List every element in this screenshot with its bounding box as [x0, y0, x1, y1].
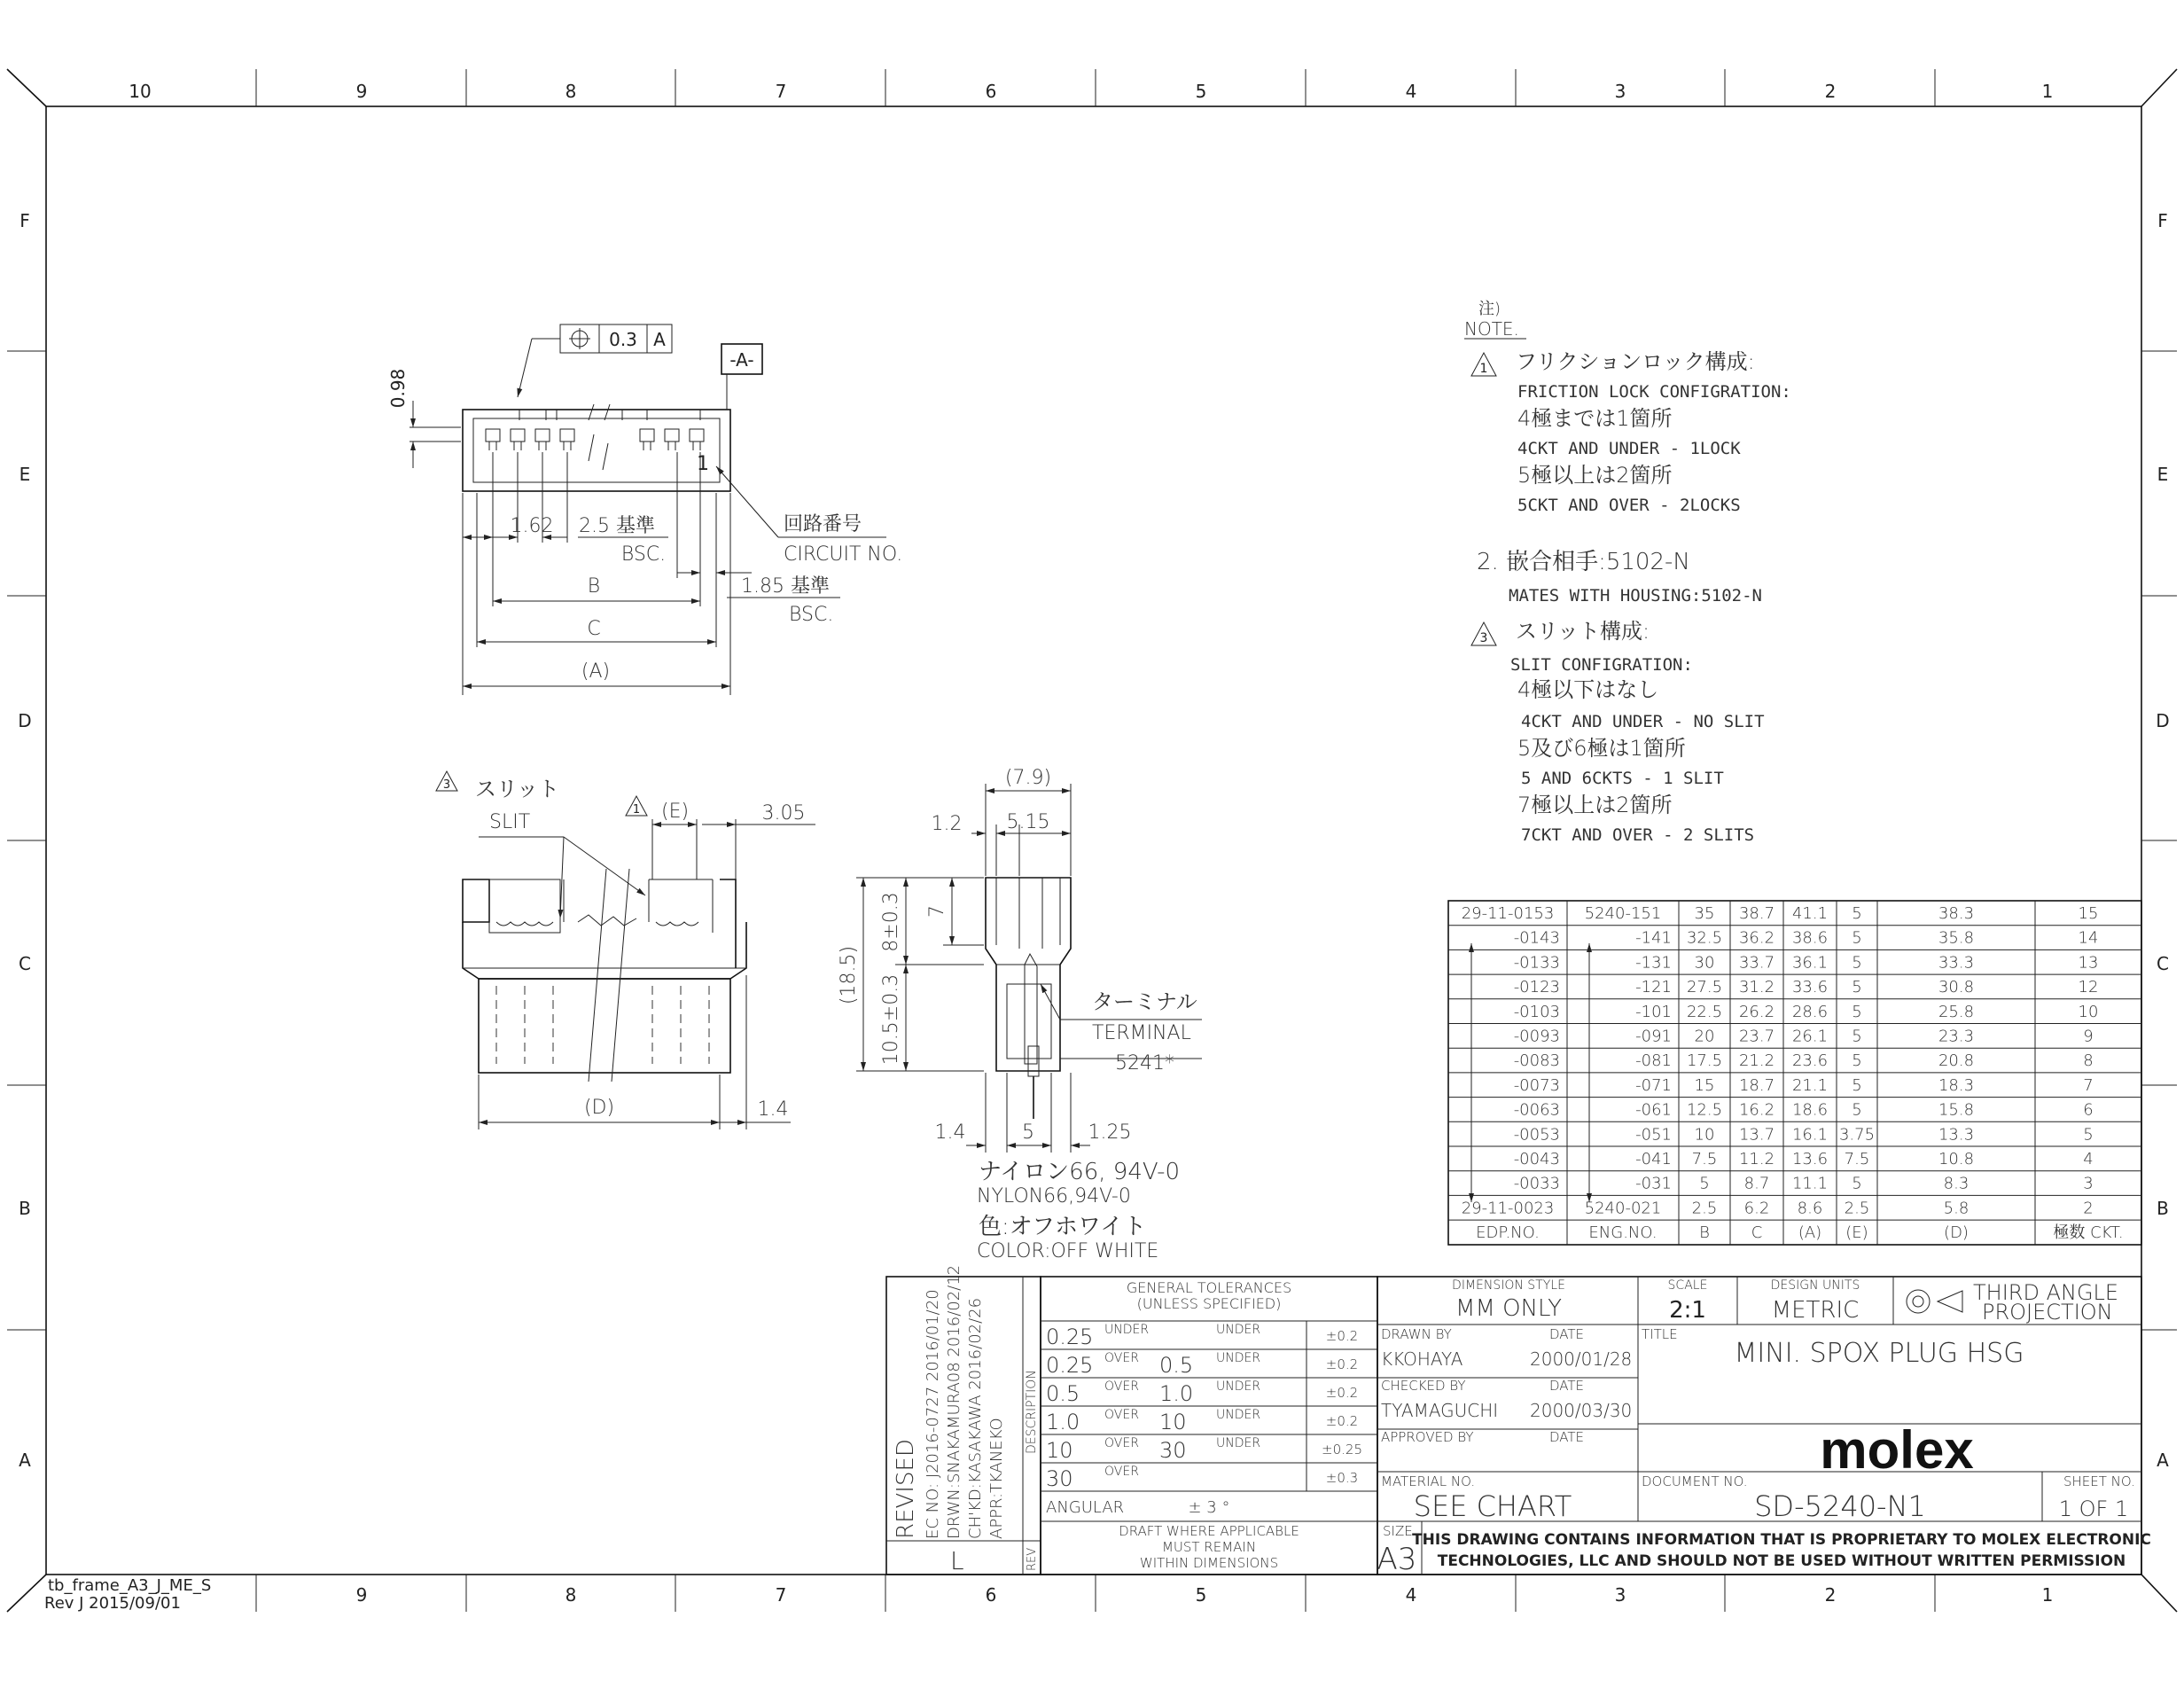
dim-1-62: 1.62 — [510, 515, 554, 537]
table-cell: 26.2 — [1738, 1002, 1775, 1021]
table-cell: 10.8 — [1938, 1150, 1975, 1168]
table-cell: 36.1 — [1791, 953, 1829, 973]
table-header: (E) — [1845, 1223, 1868, 1243]
row-label: B — [2157, 1198, 2169, 1219]
description-label: DESCRIPTION — [1025, 1370, 1039, 1454]
color-en: COLOR:OFF WHITE — [977, 1240, 1159, 1262]
note-header-jp: 注) — [1478, 300, 1502, 318]
table-cell: 38.6 — [1791, 928, 1829, 948]
row-label: F — [20, 210, 30, 231]
note-2-jp: 2. 嵌合相手:5102-N — [1477, 549, 1690, 575]
dim-d: (D) — [583, 1097, 615, 1119]
table-cell: 26.1 — [1791, 1027, 1829, 1046]
dim-1-4-front: 1.4 — [757, 1098, 789, 1121]
table-cell: 25.8 — [1938, 1002, 1975, 1021]
table-cell: -0133 — [1513, 953, 1560, 973]
material-no: SEE CHART — [1413, 1489, 1572, 1523]
table-cell: -0123 — [1513, 978, 1560, 997]
note-3-en: SLIT CONFIGRATION: — [1510, 655, 1693, 675]
note-1b-en: 5CKT AND OVER - 2LOCKS — [1517, 496, 1741, 515]
dim-2-5: 2.5 基準 — [579, 515, 655, 537]
column-label: 9 — [355, 1584, 368, 1606]
table-cell: 2.5 — [1844, 1199, 1870, 1218]
tolerance-op: UNDER — [1216, 1436, 1261, 1450]
table-cell: 28.6 — [1791, 1002, 1829, 1021]
table-cell: 3 — [2083, 1174, 2094, 1193]
table-cell: 7.5 — [1691, 1150, 1718, 1168]
sheet-no: 1 OF 1 — [2058, 1497, 2129, 1521]
scale-value: 2:1 — [1669, 1297, 1706, 1324]
tolerance-op: UNDER — [1216, 1351, 1261, 1365]
table-cell: 5 — [1852, 1100, 1862, 1120]
column-label: 2 — [1824, 1584, 1837, 1606]
table-cell: 10 — [2078, 1002, 2099, 1021]
table-cell: 17.5 — [1686, 1051, 1723, 1071]
table-cell: 14 — [2078, 928, 2099, 948]
table-cell: 8.3 — [1943, 1174, 1970, 1193]
table-cell: 8 — [2083, 1051, 2094, 1071]
table-cell: 18.6 — [1791, 1100, 1829, 1120]
top-view — [387, 324, 902, 695]
dim-5: 5 — [1022, 1121, 1034, 1144]
proprietary-note: THIS DRAWING CONTAINS INFORMATION THAT IS PROPRIETARY TO MOLEX ELECTRONIC — [1412, 1531, 2151, 1549]
terminal-en: TERMINAL — [1092, 1022, 1191, 1044]
table-cell: 5 — [1852, 904, 1862, 923]
proprietary-note: TECHNOLOGIES, LLC AND SHOULD NOT BE USED WITHOUT WRITTEN PERMISSION — [1437, 1552, 2126, 1570]
table-cell: 23.3 — [1938, 1027, 1975, 1046]
tolerance-op: UNDER — [1216, 1379, 1261, 1394]
tolerances-subtitle: (UNLESS SPECIFIED) — [1136, 1295, 1282, 1312]
third-angle-projection-icon — [1907, 1290, 1962, 1313]
table-cell: 16.2 — [1738, 1100, 1775, 1120]
contact-cavities — [486, 429, 704, 450]
date-label: DATE — [1549, 1326, 1585, 1342]
dim-10-5: 10.5±0.3 — [880, 973, 902, 1066]
column-label: 5 — [1195, 81, 1207, 102]
table-header: B — [1699, 1223, 1710, 1243]
tolerance-op: OVER — [1104, 1465, 1139, 1479]
note-3c-jp: 7極以上は2箇所 — [1517, 793, 1673, 817]
note-header-en: NOTE. — [1464, 318, 1519, 340]
front-view — [436, 771, 815, 1129]
table-cell: 5 — [1852, 953, 1862, 973]
table-cell: 5240-021 — [1584, 1199, 1662, 1218]
tolerance-op: UNDER — [1216, 1323, 1261, 1337]
note-1a-jp: 4極までは1箇所 — [1517, 406, 1673, 431]
tolerance-op: UNDER — [1216, 1408, 1261, 1422]
table-cell: 13.6 — [1791, 1150, 1829, 1168]
table-cell: 3.75 — [1838, 1125, 1876, 1145]
table-cell: 5 — [1852, 978, 1862, 997]
table-cell: 5 — [1852, 1027, 1862, 1046]
table-cell: 23.6 — [1791, 1051, 1829, 1071]
table-cell: 8.6 — [1797, 1199, 1823, 1218]
terminal-number: 5241* — [1115, 1052, 1174, 1075]
tolerance-from: 1.0 — [1046, 1410, 1080, 1434]
column-label: 8 — [565, 1584, 577, 1606]
size-label: SIZE — [1383, 1523, 1413, 1539]
row-label: A — [2157, 1450, 2169, 1471]
table-cell: -081 — [1635, 1051, 1672, 1071]
table-cell: 2 — [2083, 1199, 2094, 1218]
draft-note: MUST REMAIN — [1161, 1539, 1257, 1555]
frame-id: tb_frame_A3_J_ME_S — [48, 1576, 212, 1595]
table-cell: -121 — [1635, 978, 1672, 997]
dim-a: (A) — [581, 660, 611, 683]
table-cell: 11.1 — [1791, 1174, 1829, 1193]
material-no-label: MATERIAL NO. — [1381, 1473, 1476, 1489]
table-cell: -0063 — [1513, 1100, 1560, 1120]
note-3b-en: 5 AND 6CKTS - 1 SLIT — [1521, 769, 1724, 788]
tolerance-block — [1041, 1277, 1377, 1575]
tolerance-op: OVER — [1104, 1408, 1139, 1422]
tolerance-from: 0.5 — [1046, 1381, 1080, 1406]
tolerance-to: 1.0 — [1159, 1381, 1194, 1406]
table-cell: 15 — [1694, 1075, 1715, 1095]
row-label: A — [19, 1450, 31, 1471]
sheet-size: A3 — [1377, 1542, 1417, 1577]
table-cell: 36.2 — [1738, 928, 1775, 948]
table-cell: 11.2 — [1738, 1150, 1775, 1168]
note-3c-en: 7CKT AND OVER - 2 SLITS — [1521, 825, 1755, 845]
tolerance-value: ±0.3 — [1325, 1470, 1359, 1486]
table-cell: 7.5 — [1844, 1150, 1870, 1168]
dimension-chart-table — [1448, 901, 2141, 1245]
tolerance-to: 0.5 — [1159, 1353, 1194, 1378]
table-cell: 38.7 — [1738, 904, 1775, 923]
row-label: E — [2157, 464, 2169, 485]
side-view — [838, 767, 1202, 1262]
table-cell: 13.3 — [1938, 1125, 1975, 1145]
document-no: SD-5240-N1 — [1754, 1489, 1926, 1523]
column-label: 4 — [1405, 1584, 1417, 1606]
column-label: 7 — [775, 81, 787, 102]
column-label: 6 — [985, 1584, 997, 1606]
note-3b-jp: 5及び6極は1箇所 — [1517, 736, 1686, 761]
column-label: 10 — [129, 81, 152, 102]
note-1a-en: 4CKT AND UNDER - 1LOCK — [1517, 439, 1741, 458]
note-2-en: MATES WITH HOUSING:5102-N — [1509, 586, 1762, 606]
notes — [1464, 300, 1791, 845]
tolerance-from: 0.25 — [1046, 1325, 1094, 1349]
table-cell: 5 — [1852, 1075, 1862, 1095]
table-cell: 35 — [1694, 904, 1715, 923]
projection-line-2: PROJECTION — [1982, 1300, 2113, 1325]
table-header: (D) — [1944, 1223, 1969, 1243]
tolerance-from: 10 — [1046, 1438, 1073, 1463]
dim-1-85: 1.85 基準 — [741, 575, 830, 598]
table-cell: 29-11-0023 — [1461, 1199, 1555, 1218]
dim-5-15: 5.15 — [1006, 811, 1050, 833]
column-label: 8 — [565, 81, 577, 102]
dim-1-85-bsc: BSC. — [789, 604, 834, 626]
angular-value: ± 3 ° — [1188, 1498, 1230, 1517]
table-cell: 5.8 — [1943, 1199, 1970, 1218]
circuit-no-jp: 回路番号 — [784, 513, 862, 535]
tolerance-op: OVER — [1104, 1379, 1139, 1394]
table-header: C — [1751, 1223, 1763, 1243]
row-label: B — [19, 1198, 31, 1219]
table-cell: -061 — [1635, 1100, 1672, 1120]
pin-one-label: 1 — [697, 453, 709, 475]
table-cell: 18.7 — [1738, 1075, 1775, 1095]
table-cell: -031 — [1635, 1174, 1672, 1193]
tolerance-to: 10 — [1159, 1410, 1187, 1434]
scale-label: SCALE — [1667, 1278, 1708, 1293]
table-cell: 5 — [1852, 1174, 1862, 1193]
note-3-number: 3 — [442, 778, 451, 792]
table-header: EDP.NO. — [1476, 1223, 1540, 1243]
note-1-en: FRICTION LOCK CONFIGRATION: — [1517, 382, 1791, 402]
table-cell: 30 — [1694, 953, 1715, 973]
circuit-no-en: CIRCUIT NO. — [784, 543, 903, 566]
table-cell: 16.1 — [1791, 1125, 1829, 1145]
table-cell: 27.5 — [1686, 978, 1723, 997]
note-1-number: 1 — [1479, 362, 1488, 376]
table-cell: 20.8 — [1938, 1051, 1975, 1071]
approved-by-label: APPROVED BY — [1381, 1429, 1474, 1445]
approved-revision: APPR:TKANEKO — [987, 1418, 1006, 1539]
slit-en: SLIT — [489, 811, 531, 833]
note-3a-en: 4CKT AND UNDER - NO SLIT — [1521, 712, 1765, 731]
table-cell: 20 — [1694, 1027, 1715, 1046]
table-cell: -0053 — [1513, 1125, 1560, 1145]
table-cell: 33.7 — [1738, 953, 1775, 973]
table-cell: -141 — [1635, 928, 1672, 948]
title-block — [1377, 1277, 2151, 1577]
dim-3-05: 3.05 — [761, 802, 806, 824]
table-cell: 38.3 — [1938, 904, 1975, 923]
material-jp: ナイロン66, 94V-0 — [979, 1159, 1181, 1185]
table-cell: 33.6 — [1791, 978, 1829, 997]
table-cell: 31.2 — [1738, 978, 1775, 997]
table-cell: 4 — [2083, 1150, 2094, 1168]
table-cell: 6.2 — [1743, 1199, 1770, 1218]
rev-label: REV — [1026, 1547, 1039, 1571]
table-cell: -051 — [1635, 1125, 1672, 1145]
note-1-jp: フリクションロック構成: — [1516, 349, 1755, 374]
design-units-value: METRIC — [1771, 1297, 1860, 1324]
design-units-label: DESIGN UNITS — [1770, 1278, 1860, 1293]
molex-logo: molex — [1820, 1420, 1974, 1480]
table-cell: 5 — [1852, 1002, 1862, 1021]
table-cell: 12.5 — [1686, 1100, 1723, 1120]
position-tolerance: 0.3 — [609, 329, 637, 350]
table-cell: 41.1 — [1791, 904, 1829, 923]
table-cell: 23.7 — [1738, 1027, 1775, 1046]
table-cell: 13.7 — [1738, 1125, 1775, 1145]
draft-note: WITHIN DIMENSIONS — [1139, 1555, 1279, 1571]
ec-number: EC NO: J2016-0727 2016/01/20 — [924, 1289, 942, 1539]
table-cell: 5 — [1852, 928, 1862, 948]
revised-label: REVISED — [893, 1439, 919, 1539]
checked-by-label: CHECKED BY — [1381, 1378, 1466, 1394]
terminal-jp: ターミナル — [1092, 989, 1197, 1014]
table-cell: 5 — [2083, 1125, 2094, 1145]
column-label: 7 — [775, 1584, 787, 1606]
table-cell: -0083 — [1513, 1051, 1560, 1071]
tolerance-from: 30 — [1046, 1466, 1073, 1491]
table-cell: 15 — [2078, 904, 2099, 923]
date-label: DATE — [1549, 1429, 1585, 1445]
table-cell: -0093 — [1513, 1027, 1560, 1046]
table-cell: 6 — [2083, 1100, 2094, 1120]
dim-7-9: (7.9) — [1004, 767, 1052, 789]
row-label: C — [19, 953, 31, 974]
table-cell: 12 — [2078, 978, 2099, 997]
drawn-date: 2000/01/28 — [1530, 1348, 1633, 1370]
note-3-jp: スリット構成: — [1516, 619, 1650, 644]
note-3a-jp: 4極以下はなし — [1517, 677, 1659, 702]
column-label: 1 — [2041, 1584, 2054, 1606]
table-cell: 21.1 — [1791, 1075, 1829, 1095]
table-cell: 29-11-0153 — [1461, 904, 1555, 923]
checked-date: 2000/03/30 — [1530, 1400, 1633, 1421]
table-cell: 35.8 — [1938, 928, 1975, 948]
column-label: 1 — [2041, 81, 2054, 102]
checked-revision: CH'KD:KASAKAWA 2016/02/26 — [966, 1297, 985, 1539]
dimension-style-value: MM ONLY — [1455, 1295, 1562, 1322]
dim-c: C — [587, 618, 601, 640]
table-cell: -0103 — [1513, 1002, 1560, 1021]
tolerances-title: GENERAL TOLERANCES — [1126, 1279, 1292, 1296]
tolerance-value: ±0.2 — [1325, 1328, 1359, 1344]
dimension-style-label: DIMENSION STYLE — [1452, 1278, 1565, 1293]
table-cell: 13 — [2078, 953, 2099, 973]
table-cell: 30.8 — [1938, 978, 1975, 997]
tolerance-op: OVER — [1104, 1436, 1139, 1450]
tolerance-value: ±0.2 — [1325, 1413, 1359, 1429]
table-header: 極数 CKT. — [2053, 1223, 2124, 1243]
tolerance-value: ±0.2 — [1325, 1385, 1359, 1401]
note-1-number: 1 — [632, 803, 641, 817]
dim-18-5: (18.5) — [838, 945, 860, 1005]
dim-1-4-side: 1.4 — [934, 1121, 966, 1144]
dim-0-98: 0.98 — [387, 368, 409, 409]
table-header: ENG.NO. — [1588, 1223, 1658, 1243]
table-header: (A) — [1798, 1223, 1822, 1243]
row-label: D — [2156, 710, 2170, 731]
drawn-by-label: DRAWN BY — [1381, 1326, 1452, 1342]
revision-block — [886, 1265, 1041, 1575]
drawing-frame — [7, 69, 2177, 1613]
table-cell: -131 — [1635, 953, 1672, 973]
table-cell: 9 — [2083, 1027, 2094, 1046]
tolerance-to: 30 — [1159, 1438, 1187, 1463]
tolerance-rows — [1041, 1323, 1377, 1491]
note-1b-jp: 5極以上は2箇所 — [1517, 463, 1673, 488]
dim-7: 7 — [926, 905, 948, 918]
table-cell: 32.5 — [1686, 928, 1723, 948]
draft-note: DRAFT WHERE APPLICABLE — [1119, 1523, 1299, 1539]
column-label: 6 — [985, 81, 997, 102]
table-cell: -0043 — [1513, 1150, 1560, 1168]
drawing-title: MINI. SPOX PLUG HSG — [1734, 1338, 2024, 1369]
tolerance-op: UNDER — [1104, 1323, 1150, 1337]
table-cell: 21.2 — [1738, 1051, 1775, 1071]
table-cell: 5 — [1852, 1051, 1862, 1071]
table-cell: -0073 — [1513, 1075, 1560, 1095]
dim-1-25: 1.25 — [1088, 1121, 1132, 1144]
table-cell: -0143 — [1513, 928, 1560, 948]
tolerance-op: OVER — [1104, 1351, 1139, 1365]
table-cell: 18.3 — [1938, 1075, 1975, 1095]
color-jp: 色:オフホワイト — [979, 1214, 1147, 1240]
table-cell: 7 — [2083, 1075, 2094, 1095]
column-label: 5 — [1195, 1584, 1207, 1606]
column-label: 2 — [1824, 81, 1837, 102]
table-cell: -0033 — [1513, 1174, 1560, 1193]
table-cell: 8.7 — [1743, 1174, 1770, 1193]
sheet-no-label: SHEET NO. — [2063, 1473, 2135, 1489]
dim-1-2: 1.2 — [931, 813, 963, 835]
frame-rev: Rev J 2015/09/01 — [44, 1594, 181, 1613]
table-cell: 15.8 — [1938, 1100, 1975, 1120]
table-cell: -091 — [1635, 1027, 1672, 1046]
column-label: 9 — [355, 81, 368, 102]
table-cell: 2.5 — [1691, 1199, 1718, 1218]
column-label: 3 — [1614, 81, 1626, 102]
row-label: C — [2157, 953, 2169, 974]
revision-letter: L — [950, 1546, 964, 1575]
note-3-number: 3 — [1479, 631, 1488, 645]
tolerance-value: ±0.2 — [1325, 1356, 1359, 1372]
tolerance-from: 0.25 — [1046, 1353, 1094, 1378]
angular-label: ANGULAR — [1046, 1498, 1125, 1517]
column-label: 3 — [1614, 1584, 1626, 1606]
slit-jp: スリット — [475, 777, 560, 801]
datum-a-label: -A- — [729, 349, 754, 371]
tolerance-value: ±0.25 — [1322, 1442, 1362, 1457]
table-cell: -041 — [1635, 1150, 1672, 1168]
document-no-label: DOCUMENT NO. — [1642, 1473, 1748, 1489]
table-cell: 22.5 — [1686, 1002, 1723, 1021]
dim-b: B — [587, 575, 601, 598]
title-label: TITLE — [1642, 1326, 1678, 1342]
table-cell: -101 — [1635, 1002, 1672, 1021]
row-label: E — [19, 464, 31, 485]
table-cell: -071 — [1635, 1075, 1672, 1095]
table-cell: 33.3 — [1938, 953, 1975, 973]
date-label: DATE — [1549, 1378, 1585, 1394]
material-en: NYLON66,94V-0 — [977, 1185, 1131, 1207]
projection-line-1: THIRD ANGLE — [1973, 1280, 2119, 1305]
drawn-revision: DRWN:SNAKAMURA08 2016/02/12 — [945, 1264, 963, 1539]
dim-8: 8±0.3 — [880, 892, 902, 952]
drawn-by: KKOHAYA — [1381, 1348, 1463, 1370]
dim-2-5-bsc: BSC. — [620, 543, 667, 566]
dim-e: (E) — [661, 801, 690, 823]
table-cell: 10 — [1694, 1125, 1715, 1145]
row-label: D — [18, 710, 32, 731]
table-cell: 5 — [1699, 1174, 1710, 1193]
row-label: F — [2157, 210, 2168, 231]
column-label: 4 — [1405, 81, 1417, 102]
table-cell: 5240-151 — [1584, 904, 1662, 923]
position-datum: A — [653, 329, 666, 350]
checked-by: TYAMAGUCHI — [1381, 1400, 1499, 1421]
